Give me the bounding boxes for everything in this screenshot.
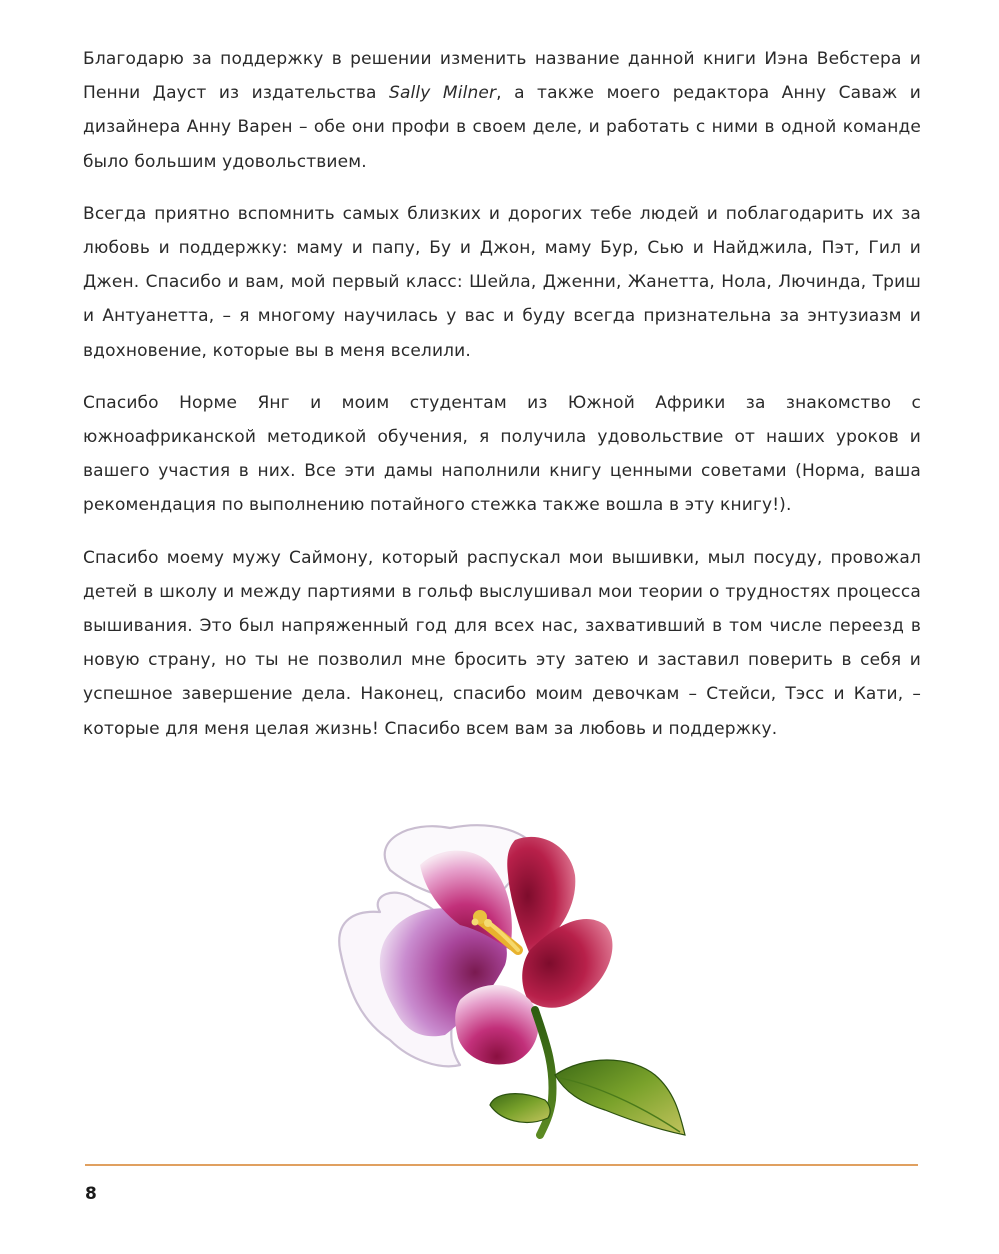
paragraph-1-end: , а также моего редактора Анну Саваж и дизайнера Анну Варен – обе они профи в своем деле, и работать с ними в одной команде было большим удовольствием. [83, 83, 921, 172]
paragraph-2: Всегда приятно вспомнить самых близких и дорогих тебе людей и поблагодарить их за любовь и поддержку: маму и папу, Бу и Джон, маму Бур, Сью и Найджила, Пэт, Гил и Джен. Спасибо и вам, мой первый класс: Шейла, Дженни, Жанетта, Нола, Лючинда, Триш и Антуанетта, – я многому научилась у вас и буду всегда признательна за энтузиазм и вдохновение, которые вы в меня вселили. [83, 203, 921, 361]
paragraph-3: Спасибо Норме Янг и моим студентам из Южной Африки за знакомство с южноафриканской методикой обучения, я получила удовольствие от наших уроков и вашего участия в них. Все эти дамы наполнили книгу ценными советами (Норма, ваша рекомендация по выполнению потайного стежка также вошла в эту книгу!). [83, 392, 921, 516]
page-number: 8 [85, 1184, 97, 1204]
footer-rule [85, 1164, 918, 1166]
paragraph-1-start: Благодарю за поддержку в решении изменить название данной книги Иэна Вебстера и Пенни Дауст из издательства [83, 49, 921, 104]
paragraph-4: Спасибо моему мужу Саймону, который распускал мои вышивки, мыл посуду, провожал детей в школу и между партиями в гольф выслушивал мои теории о трудностях процесса вышивания. Это был напряженный год для всех нас, захвативший в том числе переезд в новую страну, но ты не позволил мне бросить эту затею и заставил поверить в себя и успешное завершение дела. Наконец, спасибо моим девочкам – Стейси, Тэсс и Кати, – которые для меня целая жизнь! Спасибо всем вам за любовь и поддержку. [83, 547, 921, 739]
embroidered-hibiscus-flower-icon [330, 800, 700, 1140]
paragraph-1 [83, 42, 921, 179]
publisher-name: Sally Milner [389, 83, 497, 104]
acknowledgements-text [83, 42, 921, 746]
